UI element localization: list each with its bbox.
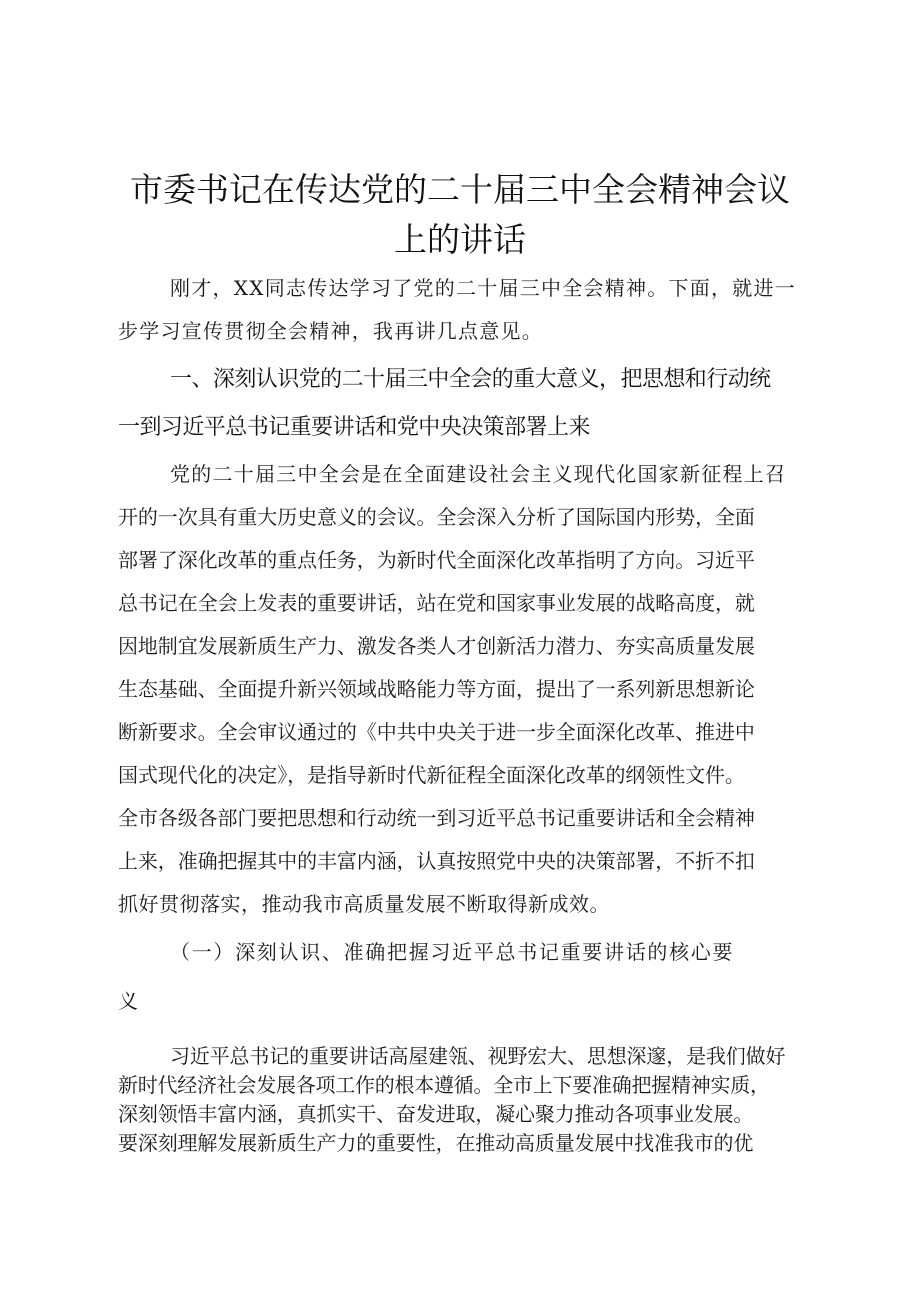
document-title-line-2: 上的讲话 <box>394 220 526 259</box>
body-line: 全市各级各部门要把思想和行动统一到习近平总书记重要讲话和全会精神 <box>118 806 755 830</box>
body-line: 国式现代化的决定》，是指导新时代新征程全面深化改革的纲领性文件。 <box>118 763 745 787</box>
body-line: 新时代经济社会发展各项工作的根本遵循。全市上下要准确把握精神实质， <box>118 1073 770 1097</box>
section-heading-line: 一、深刻认识党的二十届三中全会的重大意义，把思想和行动统 <box>170 367 771 392</box>
body-line: 深刻领悟丰富内涵，真抓实干、奋发进取，凝心聚力推动各项事业发展。 <box>118 1102 754 1126</box>
body-line: 抓好贯彻落实，推动我市高质量发展不断取得新成效。 <box>118 892 610 916</box>
intro-line: 刚才，XX同志传达学习了党的二十届三中全会精神。下面，就进一 <box>170 276 796 300</box>
body-line: 因地制宜发展新质生产力、激发各类人才创新活力潜力、夯实高质量发展 <box>118 634 755 658</box>
body-line: 上来，准确把握其中的丰富内涵，认真按照党中央的决策部署，不折不扣 <box>118 849 755 873</box>
document-title-line-1: 市委书记在传达党的二十届三中全会精神会议 <box>130 170 790 209</box>
body-line: 开的一次具有重大历史意义的会议。全会深入分析了国际国内形势，全面 <box>118 505 755 529</box>
intro-line: 步学习宣传贯彻全会精神，我再讲几点意见。 <box>118 319 543 343</box>
subsection-heading-line: 义 <box>118 989 138 1013</box>
body-line: 党的二十届三中全会是在全面建设社会主义现代化国家新征程上召 <box>170 462 787 486</box>
body-line: 习近平总书记的重要讲话高屋建瓴、视野宏大、思想深邃，是我们做好 <box>170 1044 786 1068</box>
body-line: 要深刻理解发展新质生产力的重要性，在推动高质量发展中找准我市的优 <box>118 1131 754 1155</box>
body-line: 断新要求。全会审议通过的《中共中央关于进一步全面深化改革、推进中 <box>118 720 755 744</box>
subsection-heading-line: （一）深刻认识、准确把握习近平总书记重要讲话的核心要 <box>170 940 735 964</box>
body-line: 部署了深化改革的重点任务，为新时代全面深化改革指明了方向。习近平 <box>118 548 755 572</box>
body-line: 总书记在全会上发表的重要讲话，站在党和国家事业发展的战略高度，就 <box>118 591 755 615</box>
section-heading-line: 一到习近平总书记重要讲话和党中央决策部署上来 <box>118 415 590 440</box>
body-line: 生态基础、全面提升新兴领域战略能力等方面，提出了一系列新思想新论 <box>118 677 755 701</box>
